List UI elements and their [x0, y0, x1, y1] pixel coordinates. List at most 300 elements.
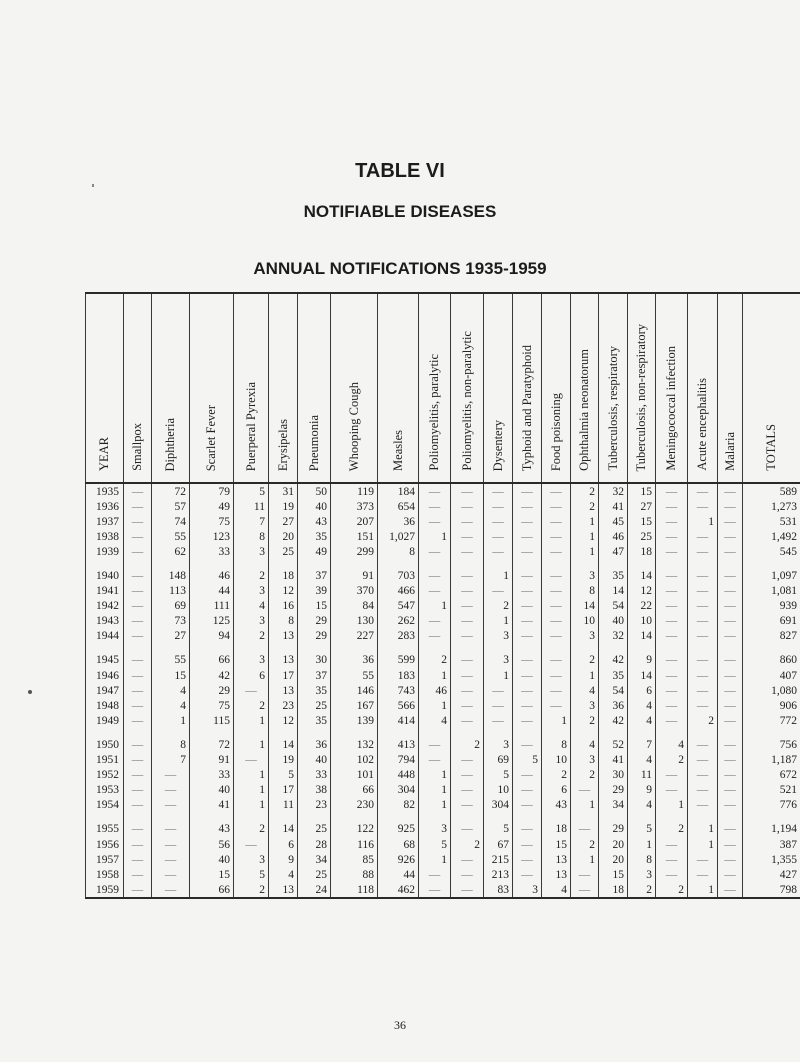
table-cell: 215: [484, 852, 513, 867]
separator-cell: [124, 644, 152, 653]
table-cell: 20: [269, 529, 298, 544]
table-cell: —: [513, 798, 542, 813]
separator-cell: [743, 644, 800, 653]
table-cell: 11: [234, 499, 269, 514]
table-row: [86, 882, 800, 898]
table-cell: 84: [331, 599, 378, 614]
column-header: [513, 293, 542, 483]
table-cell: 8: [628, 852, 656, 867]
table-cell: 6: [269, 837, 298, 852]
column-header-label: Smallpox: [130, 423, 144, 471]
table-cell: —: [542, 529, 571, 544]
table-cell: 46: [599, 529, 628, 544]
separator-cell: [542, 728, 571, 737]
table-cell: 62: [152, 544, 190, 559]
separator-cell: [656, 644, 688, 653]
table-cell: —: [542, 653, 571, 668]
table-cell: 1: [152, 713, 190, 728]
table-cell: —: [124, 852, 152, 867]
table-cell: —: [451, 753, 484, 768]
table-cell: 299: [331, 544, 378, 559]
table-cell: —: [571, 822, 599, 837]
separator-cell: [718, 728, 743, 737]
separator-cell: [571, 559, 599, 568]
separator-cell: [656, 813, 688, 822]
year-cell: 1947: [86, 683, 124, 698]
table-cell: 46: [190, 568, 234, 583]
table-cell: —: [542, 568, 571, 583]
table-cell: 3: [484, 653, 513, 668]
table-cell: —: [718, 499, 743, 514]
year-cell: 1935: [86, 483, 124, 499]
separator-cell: [331, 559, 378, 568]
table-cell: 125: [190, 614, 234, 629]
separator-cell: [234, 644, 269, 653]
table-cell: 40: [298, 499, 331, 514]
table-cell: 82: [378, 798, 419, 813]
separator-cell: [298, 813, 331, 822]
table-cell: —: [451, 599, 484, 614]
table-cell: —: [656, 852, 688, 867]
table-cell: 2: [542, 768, 571, 783]
table-cell: —: [419, 544, 451, 559]
column-header-label: Poliomyelitis, non-paralytic: [459, 331, 474, 471]
table-cell: 1: [571, 514, 599, 529]
table-cell: —: [124, 584, 152, 599]
table-cell: —: [484, 584, 513, 599]
table-cell: —: [451, 483, 484, 499]
separator-cell: [269, 728, 298, 737]
column-header-label: Tuberculosis, non-respiratory: [634, 323, 648, 471]
table-cell: 1: [571, 544, 599, 559]
column-header-label: Dysentery: [490, 419, 505, 471]
table-cell: —: [484, 529, 513, 544]
column-header-label: Meningococcal infection: [664, 346, 678, 471]
separator-cell: [628, 728, 656, 737]
table-cell: 589: [743, 483, 800, 499]
table-row: [86, 713, 800, 728]
table-cell: 756: [743, 737, 800, 752]
table-cell: 23: [298, 798, 331, 813]
year-cell: 1951: [86, 753, 124, 768]
year-cell: 1955: [86, 822, 124, 837]
table-cell: 25: [298, 698, 331, 713]
table-row: [86, 737, 800, 752]
table-cell: 34: [298, 852, 331, 867]
table-cell: 38: [298, 783, 331, 798]
separator-cell: [331, 728, 378, 737]
table-cell: 4: [656, 737, 688, 752]
table-cell: 3: [513, 882, 542, 898]
year-cell: 1956: [86, 837, 124, 852]
table-cell: —: [124, 483, 152, 499]
separator-cell: [378, 559, 419, 568]
table-cell: —: [419, 483, 451, 499]
table-cell: 67: [484, 837, 513, 852]
table-cell: —: [513, 683, 542, 698]
table-cell: —: [718, 653, 743, 668]
table-cell: 43: [298, 514, 331, 529]
table-cell: 44: [190, 584, 234, 599]
table-cell: —: [234, 753, 269, 768]
table-cell: 69: [484, 753, 513, 768]
table-cell: 2: [234, 568, 269, 583]
table-cell: 39: [298, 584, 331, 599]
column-header: [628, 293, 656, 483]
table-cell: —: [124, 882, 152, 898]
separator-cell: [331, 644, 378, 653]
table-cell: —: [124, 653, 152, 668]
table-cell: 1: [484, 614, 513, 629]
column-header-label: Whooping Cough: [346, 381, 361, 471]
table-cell: —: [542, 599, 571, 614]
table-cell: 4: [152, 683, 190, 698]
table-cell: 227: [331, 629, 378, 644]
table-cell: 1,492: [743, 529, 800, 544]
table-cell: 34: [599, 798, 628, 813]
table-cell: —: [451, 882, 484, 898]
table-cell: 3: [234, 614, 269, 629]
table-cell: 2: [451, 737, 484, 752]
table-cell: 28: [298, 837, 331, 852]
table-cell: 54: [599, 599, 628, 614]
table-cell: 2: [234, 882, 269, 898]
table-cell: —: [451, 713, 484, 728]
table-cell: 40: [599, 614, 628, 629]
table-cell: 4: [571, 737, 599, 752]
table-cell: 6: [542, 783, 571, 798]
table-cell: —: [656, 529, 688, 544]
table-cell: 1: [656, 798, 688, 813]
table-cell: —: [656, 683, 688, 698]
table-cell: 30: [599, 768, 628, 783]
table-cell: 122: [331, 822, 378, 837]
table-cell: —: [451, 668, 484, 683]
table-cell: 2: [234, 629, 269, 644]
table-cell: —: [451, 568, 484, 583]
table-cell: 2: [571, 837, 599, 852]
separator-cell: [484, 813, 513, 822]
column-header: [152, 293, 190, 483]
table-cell: —: [451, 514, 484, 529]
table-row: [86, 837, 800, 852]
table-cell: —: [124, 822, 152, 837]
table-cell: —: [451, 698, 484, 713]
table-row: [86, 668, 800, 683]
table-row: [86, 822, 800, 837]
table-cell: 13: [269, 882, 298, 898]
separator-cell: [542, 559, 571, 568]
table-cell: —: [124, 867, 152, 882]
table-cell: 3: [484, 737, 513, 752]
table-cell: 531: [743, 514, 800, 529]
table-cell: —: [419, 499, 451, 514]
table-cell: —: [542, 668, 571, 683]
column-header-label: Food poisoning: [548, 392, 563, 471]
separator-cell: [656, 559, 688, 568]
table-cell: 14: [269, 737, 298, 752]
table-cell: —: [124, 753, 152, 768]
separator-cell: [571, 813, 599, 822]
table-cell: 7: [152, 753, 190, 768]
table-cell: —: [124, 599, 152, 614]
table-cell: 283: [378, 629, 419, 644]
table-row: [86, 614, 800, 629]
table-cell: —: [513, 783, 542, 798]
table-cell: —: [718, 544, 743, 559]
year-cell: 1945: [86, 653, 124, 668]
table-cell: —: [451, 499, 484, 514]
table-cell: 13: [269, 653, 298, 668]
separator-cell: [628, 644, 656, 653]
table-cell: —: [124, 798, 152, 813]
table-cell: 3: [484, 629, 513, 644]
separator-cell: [86, 813, 124, 822]
table-cell: 20: [599, 852, 628, 867]
table-cell: 66: [190, 653, 234, 668]
table-cell: 1: [419, 698, 451, 713]
table-cell: 36: [331, 653, 378, 668]
table-cell: —: [656, 713, 688, 728]
table-cell: 547: [378, 599, 419, 614]
table-cell: 1: [419, 599, 451, 614]
table-cell: —: [484, 544, 513, 559]
table-cell: —: [451, 584, 484, 599]
column-header: [190, 293, 234, 483]
table-cell: 413: [378, 737, 419, 752]
table-cell: —: [688, 683, 718, 698]
bullet-mark: [28, 690, 32, 694]
table-cell: 27: [628, 499, 656, 514]
table-row: [86, 768, 800, 783]
table-cell: 2: [571, 499, 599, 514]
column-header: [743, 293, 800, 483]
table-cell: 4: [234, 599, 269, 614]
table-cell: 3: [571, 629, 599, 644]
table-cell: —: [718, 584, 743, 599]
table-cell: —: [124, 768, 152, 783]
separator-cell: [542, 813, 571, 822]
table-cell: 12: [628, 584, 656, 599]
table-cell: 1: [688, 837, 718, 852]
table-cell: 116: [331, 837, 378, 852]
table-cell: 36: [599, 698, 628, 713]
separator-cell: [743, 813, 800, 822]
separator-cell: [234, 559, 269, 568]
table-cell: 42: [190, 668, 234, 683]
separator-cell: [419, 728, 451, 737]
table-cell: —: [513, 713, 542, 728]
table-cell: —: [513, 529, 542, 544]
table-cell: 29: [599, 822, 628, 837]
year-cell: 1950: [86, 737, 124, 752]
table-cell: 5: [484, 768, 513, 783]
table-title: TABLE VI: [355, 160, 445, 182]
table-cell: —: [124, 568, 152, 583]
table-cell: —: [451, 614, 484, 629]
table-cell: 13: [269, 683, 298, 698]
separator-cell: [419, 813, 451, 822]
table-cell: —: [688, 768, 718, 783]
table-row: [86, 499, 800, 514]
table-cell: —: [419, 867, 451, 882]
table-cell: 40: [298, 753, 331, 768]
separator-cell: [451, 559, 484, 568]
table-cell: 370: [331, 584, 378, 599]
table-cell: —: [656, 499, 688, 514]
year-cell: 1954: [86, 798, 124, 813]
table-cell: 11: [269, 798, 298, 813]
table-cell: —: [124, 529, 152, 544]
table-cell: —: [656, 483, 688, 499]
table-cell: —: [688, 584, 718, 599]
year-cell: 1937: [86, 514, 124, 529]
separator-cell: [718, 813, 743, 822]
table-cell: 3: [571, 698, 599, 713]
table-row: [86, 753, 800, 768]
table-cell: 15: [628, 483, 656, 499]
table-cell: —: [656, 514, 688, 529]
year-cell: 1944: [86, 629, 124, 644]
table-cell: —: [718, 798, 743, 813]
table-cell: 11: [628, 768, 656, 783]
table-cell: 1: [234, 768, 269, 783]
table-cell: —: [688, 737, 718, 752]
table-cell: 8: [542, 737, 571, 752]
table-cell: 33: [190, 544, 234, 559]
table-cell: 55: [152, 529, 190, 544]
table-cell: 8: [378, 544, 419, 559]
table-cell: 35: [298, 683, 331, 698]
column-header: [124, 293, 152, 483]
table-cell: —: [688, 867, 718, 882]
column-header-label: Tuberculosis, respiratory: [605, 346, 620, 471]
table-cell: —: [152, 798, 190, 813]
table-cell: —: [419, 629, 451, 644]
table-cell: —: [484, 683, 513, 698]
column-header: [234, 293, 269, 483]
separator-cell: [190, 813, 234, 822]
table-cell: 111: [190, 599, 234, 614]
table-cell: —: [542, 514, 571, 529]
table-cell: 1,081: [743, 584, 800, 599]
column-header-label: Measles: [390, 430, 405, 471]
table-cell: 56: [190, 837, 234, 852]
table-cell: 1: [484, 668, 513, 683]
page-number: 36: [394, 1018, 406, 1032]
separator-cell: [190, 559, 234, 568]
table-cell: —: [656, 653, 688, 668]
table-cell: —: [542, 584, 571, 599]
table-cell: —: [124, 783, 152, 798]
table-cell: 25: [298, 867, 331, 882]
table-cell: 3: [419, 822, 451, 837]
table-cell: 18: [599, 882, 628, 898]
table-cell: 50: [298, 483, 331, 499]
column-header-label: Poliomyelitis, paralytic: [427, 354, 441, 471]
table-cell: 4: [269, 867, 298, 882]
table-cell: 654: [378, 499, 419, 514]
year-cell: 1957: [86, 852, 124, 867]
table-cell: 66: [331, 783, 378, 798]
separator-cell: [298, 728, 331, 737]
table-cell: 2: [234, 822, 269, 837]
table-cell: 939: [743, 599, 800, 614]
table-cell: —: [124, 499, 152, 514]
group-separator: [86, 559, 800, 568]
table-cell: 13: [542, 852, 571, 867]
separator-cell: [419, 644, 451, 653]
separator-cell: [688, 644, 718, 653]
table-cell: 4: [628, 698, 656, 713]
column-header-label: YEAR: [97, 436, 111, 471]
table-cell: —: [124, 713, 152, 728]
table-cell: 207: [331, 514, 378, 529]
table-cell: 139: [331, 713, 378, 728]
table-cell: —: [234, 683, 269, 698]
table-cell: —: [542, 629, 571, 644]
table-cell: —: [152, 783, 190, 798]
table-cell: 18: [269, 568, 298, 583]
table-cell: —: [688, 614, 718, 629]
table-cell: —: [451, 852, 484, 867]
table-cell: 18: [628, 544, 656, 559]
table-row: [86, 698, 800, 713]
separator-cell: [378, 728, 419, 737]
table-cell: 115: [190, 713, 234, 728]
table-cell: —: [152, 882, 190, 898]
table-cell: —: [688, 753, 718, 768]
separator-cell: [124, 813, 152, 822]
table-cell: —: [124, 683, 152, 698]
table-cell: —: [656, 584, 688, 599]
table-cell: —: [152, 867, 190, 882]
table-cell: 5: [513, 753, 542, 768]
table-cell: —: [484, 483, 513, 499]
table-cell: 1: [571, 852, 599, 867]
table-cell: —: [656, 629, 688, 644]
table-cell: —: [688, 852, 718, 867]
table-cell: 75: [190, 514, 234, 529]
separator-cell: [378, 644, 419, 653]
separator-cell: [718, 559, 743, 568]
table-cell: 15: [599, 867, 628, 882]
table-cell: 2: [419, 653, 451, 668]
year-cell: 1953: [86, 783, 124, 798]
table-cell: 1: [234, 713, 269, 728]
separator-cell: [599, 728, 628, 737]
table-cell: —: [124, 837, 152, 852]
table-cell: 4: [628, 753, 656, 768]
table-cell: 130: [331, 614, 378, 629]
table-cell: —: [718, 668, 743, 683]
separator-cell: [513, 813, 542, 822]
table-cell: 14: [571, 599, 599, 614]
table-cell: 37: [298, 668, 331, 683]
table-cell: 32: [599, 483, 628, 499]
column-header: [688, 293, 718, 483]
table-cell: 14: [628, 629, 656, 644]
table-cell: 68: [378, 837, 419, 852]
table-cell: —: [542, 544, 571, 559]
table-cell: 521: [743, 783, 800, 798]
table-cell: 15: [190, 867, 234, 882]
table-cell: —: [688, 599, 718, 614]
table-cell: 1: [419, 529, 451, 544]
table-cell: 14: [599, 584, 628, 599]
separator-cell: [269, 559, 298, 568]
separator-cell: [378, 813, 419, 822]
